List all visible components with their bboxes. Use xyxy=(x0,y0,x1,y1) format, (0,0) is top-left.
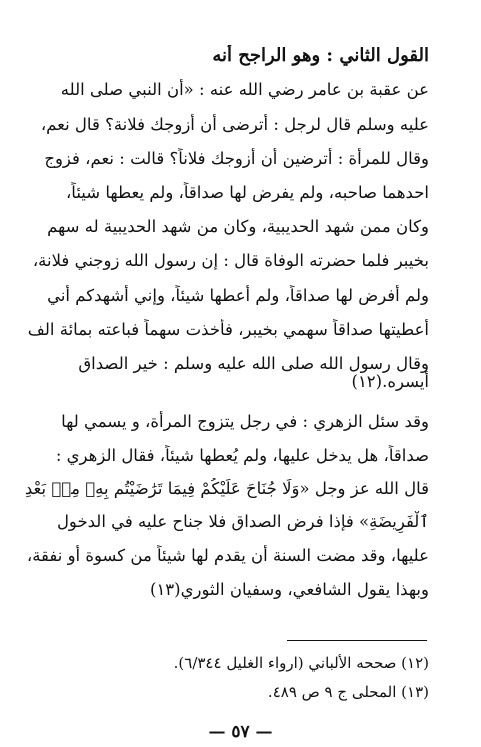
section-heading: القول الثاني : وهو الراجح أنه xyxy=(212,45,429,66)
body-line: عن عقبة بن عامر رضي الله عنه : «أن النبي صلى الله xyxy=(60,80,429,99)
body-line: عليها، وقد مضت السنة أن يقدم لها شيئاً من كسوة أو نفقة، xyxy=(26,546,429,565)
body-line: وبهذا يقول الشافعي، وسفيان الثوري(١٣) xyxy=(150,580,429,599)
body-line: أيسره.(١٢) xyxy=(351,372,429,391)
body-line: ولم أفرض لها صداقاً، ولم أعطها شيئاً، وإني أشهدكم أني xyxy=(47,286,429,305)
page-number: — ٥٧ — xyxy=(208,722,273,742)
body-line: وقد سئل الزهري : في رجل يتزوج المرأة، و يسمي لها xyxy=(61,412,429,431)
body-line: وقال للمرأة : أترضين أن أزوجك فلاناً؟ قالت : نعم، فزوج xyxy=(44,149,429,168)
quran-verse-line: ٱلْفَرِيضَةِ» فإذا فرض الصداق فلا جناح عليه في الدخول xyxy=(56,512,429,531)
body-line: عليه وسلم قال لرجل : أترضى أن أزوجك فلانة؟ قال نعم، xyxy=(40,115,429,134)
body-line: وقال رسول الله صلى الله عليه وسلم : خير الصداق xyxy=(78,354,429,373)
body-line: بخيبر فلما حضرته الوفاة قال : إن رسول الله زوجني فلانة، xyxy=(32,251,429,270)
body-line: صداقاً، هل يدخل عليها، ولم يُعطها شيئاً، فقال الزهري : xyxy=(55,446,429,465)
body-line: احدهما صاحبه، ولم يفرض لها صداقاً، ولم يعطها شيئاً، xyxy=(65,183,429,202)
footnote-12: (١٢) صححه الألباني (ارواء الغليل ٦/٣٤٤). xyxy=(173,654,429,672)
body-line: أعطيتها صداقاً سهمي بخيبر، فأخذت سهماً فباعته بمائة الف xyxy=(27,320,429,339)
footnote-divider xyxy=(287,640,427,641)
quran-verse-line: قال الله عز وجل «وَلَا جُنَاحَ عَلَيْكُمْ فِيمَا تَرَٰضَيْتُم بِهِۦ مِنۢ بَعْدِ xyxy=(24,479,429,498)
footnote-13: (١٣) المحلى ج ٩ ص ٤٨٩. xyxy=(267,683,429,701)
body-line: وكان ممن شهد الحديبية، وكان من شهد الحديبية له سهم xyxy=(47,217,429,236)
